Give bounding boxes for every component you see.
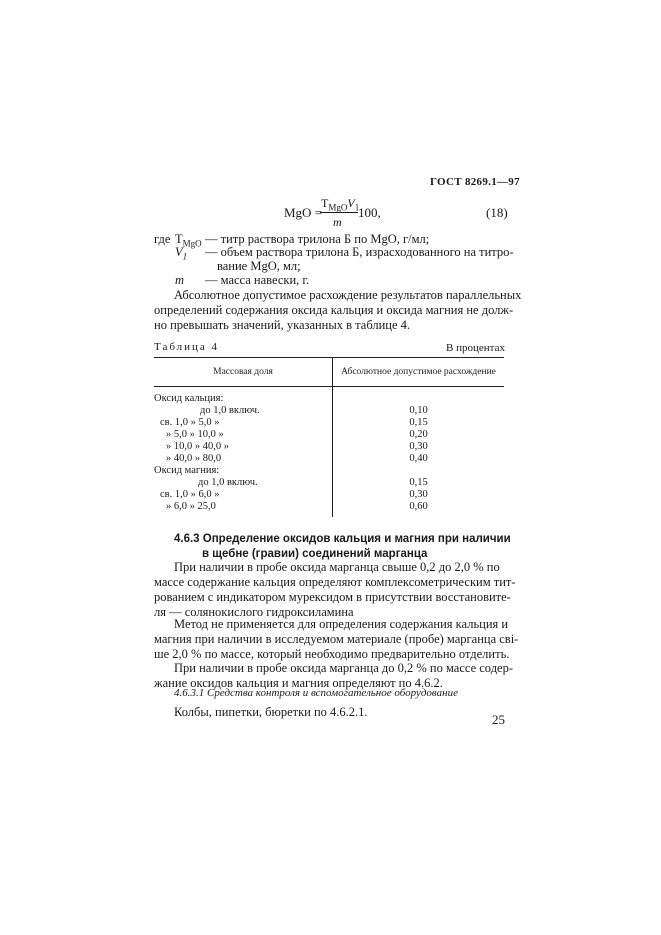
table-row: Оксид магния: (154, 465, 504, 477)
where-text: — масса навески, г. (205, 273, 310, 287)
formula-denominator: m (333, 215, 342, 229)
formula-lhs: MgO = (284, 205, 323, 220)
where-text: — титр раствора трилона Б по MgO, г/мл; (205, 232, 430, 246)
table-row: » 40,0 » 80,0 0,40 (154, 453, 504, 465)
col-header-mass-fraction: Массовая доля (154, 358, 333, 387)
formula-numerator: $T_{MgO}V_1$ (321, 196, 360, 213)
formula-18 (284, 196, 624, 232)
where-symbol: $T_{MgO}$ (175, 232, 202, 249)
paragraph-reference: При наличии в пробе оксида марганца до 0,2 % по массе содер- жание оксидов кальция и магния определяют по 4.6.2. (154, 661, 514, 690)
paragraph-limitation: Метод не применяется для определения содержания кальция и магния при наличии в исследуемом материале (пробе) марганца сві- ше 2,0 % по массе, который необходимо предварительно отделить. (154, 617, 519, 661)
table-row: Оксид кальция: (154, 387, 504, 406)
table-row: » 6,0 » 25,0 0,60 (154, 501, 504, 517)
table-row: » 5,0 » 10,0 » 0,20 (154, 429, 504, 441)
tolerance-table (154, 357, 504, 517)
table-row: » 10,0 » 40,0 » 0,30 (154, 441, 504, 453)
page-number: 25 (492, 712, 505, 727)
section-heading: 4.6.3 Определение оксидов кальция и магния при наличии в щебне (гравии) соединений марганца (174, 533, 511, 560)
fraction-bar (320, 212, 358, 213)
table-row: до 1,0 включ. 0,15 (154, 477, 504, 489)
col-header-tolerance: Абсолютное допустимое расхождение (333, 358, 505, 387)
table-row: до 1,0 включ. 0,10 (154, 405, 504, 417)
document-code: ГОСТ 8269.1—97 (430, 176, 520, 188)
where-text: — объем раствора трилона Б, израсходованного на титро- (205, 245, 514, 259)
formula-multiplier: 100, (358, 205, 381, 220)
table-caption: Таблица 4 (154, 341, 220, 353)
where-symbol: m (175, 273, 185, 287)
paragraph-tolerance: Абсолютное допустимое расхождение результатов параллельных определений содержания оксида кальция и оксида магния не долж- но превышать значений, указанных в таблице 4. (154, 288, 522, 332)
where-intro: где (154, 232, 171, 246)
paragraph-equipment: Колбы, пипетки, бюретки по 4.6.2.1. (174, 705, 368, 719)
where-text: вание MgO, мл; (217, 259, 301, 273)
table-unit: В процентах (446, 342, 505, 354)
formula-number: (18) (486, 205, 508, 220)
where-symbol: $V_1$ (175, 245, 188, 262)
table-row: св. 1,0 » 5,0 » 0,15 (154, 417, 504, 429)
table-row: св. 1,0 » 6,0 » 0,30 (154, 489, 504, 501)
paragraph-method: При наличии в пробе оксида марганца свыше 0,2 до 2,0 % по массе содержание кальция определяют комплексометрическим тит- рованием с индикатором мурексидом в присутствии восстановите- ля — солянокислого гидроксиламина (154, 560, 516, 619)
subsection-heading: 4.6.3.1 Средства контроля и вспомогательное оборудование (174, 687, 458, 699)
